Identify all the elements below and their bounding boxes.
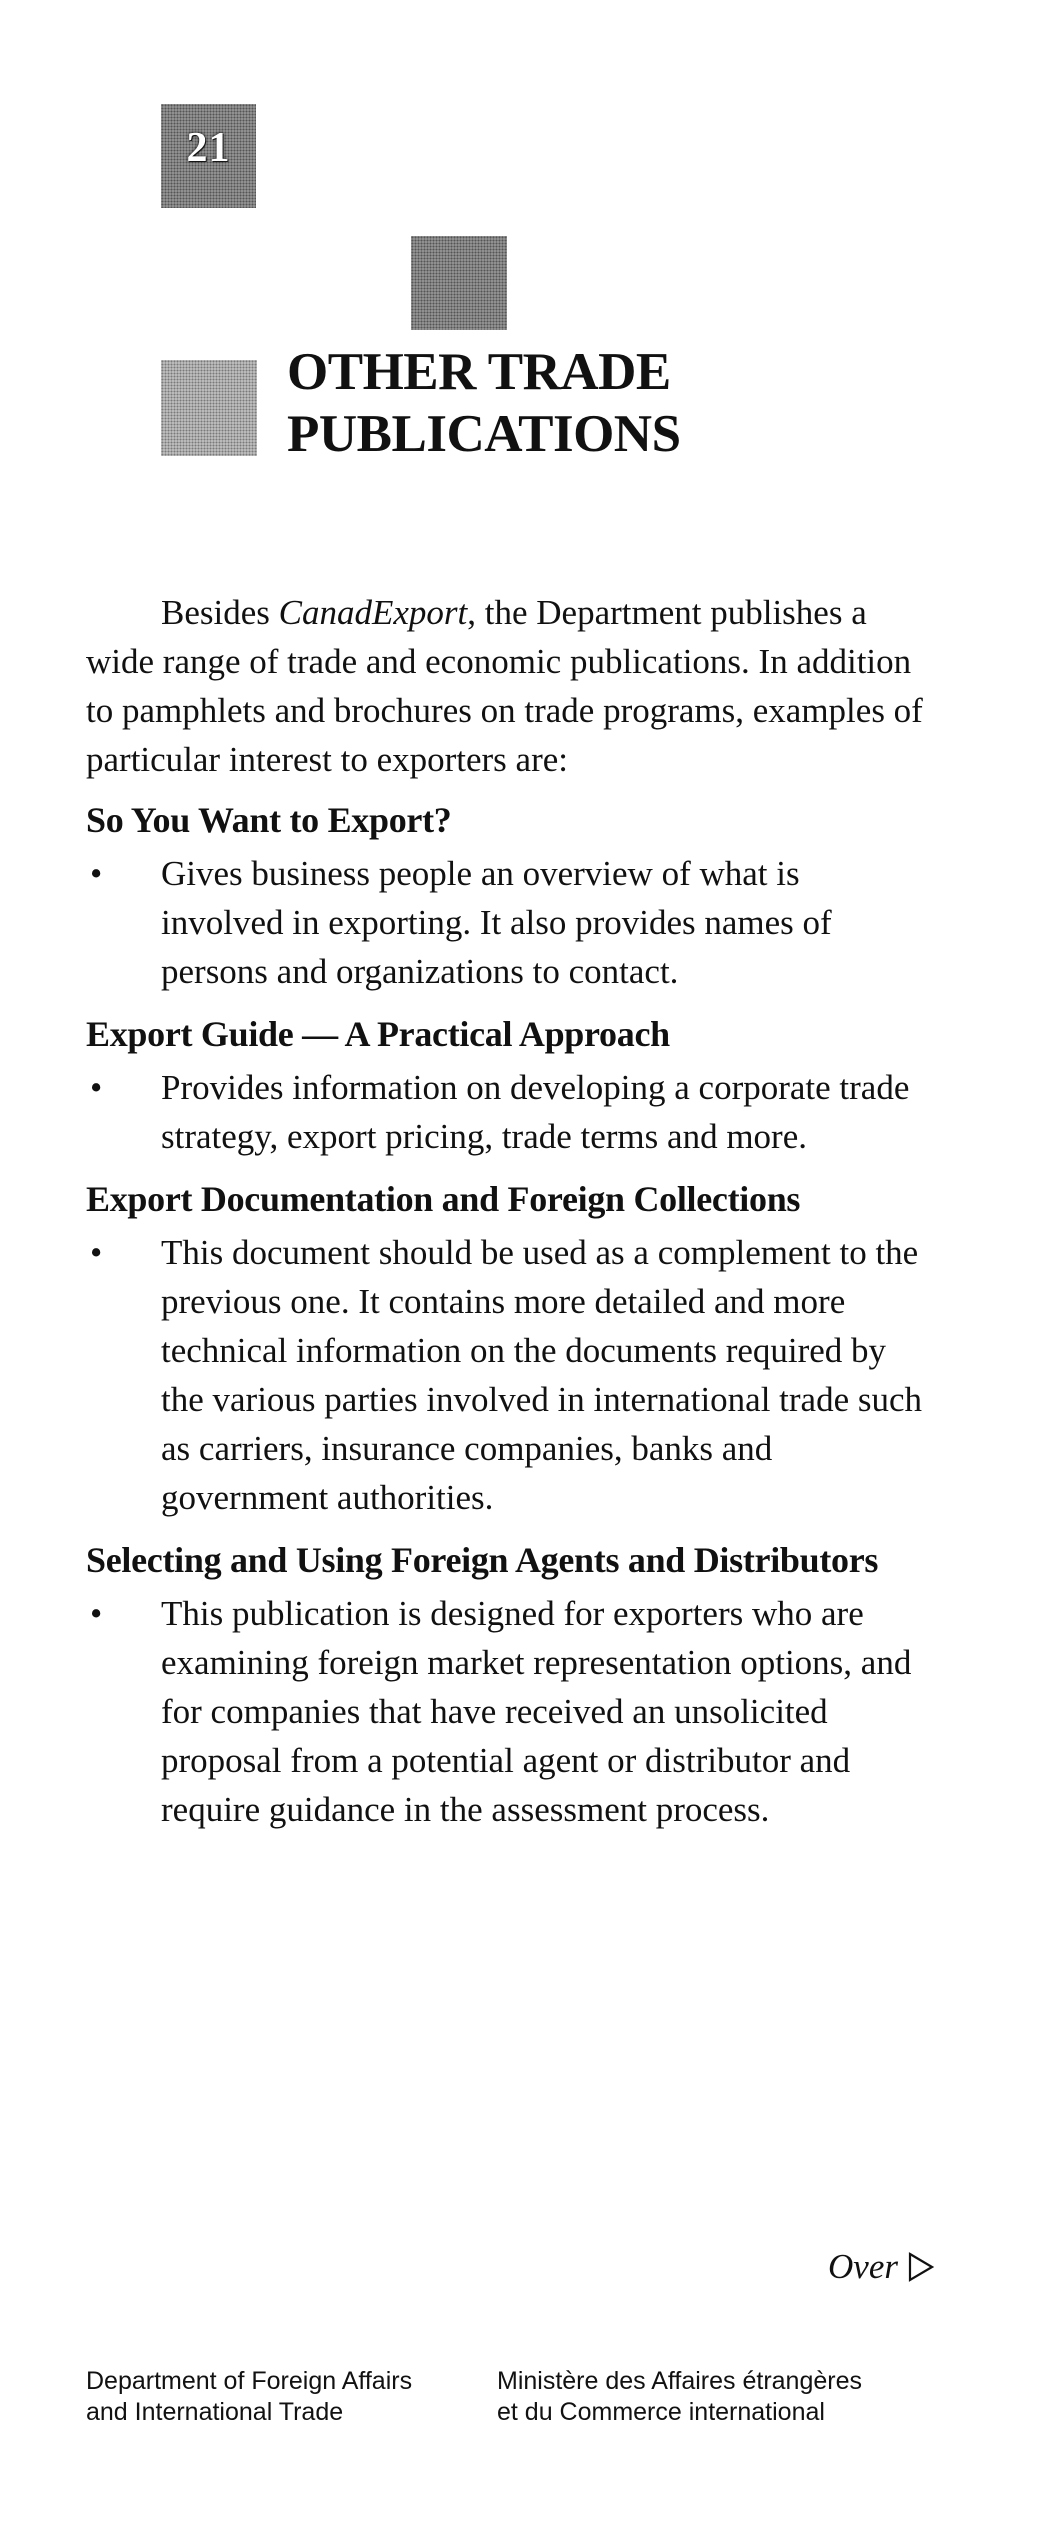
- description-text: This document should be used as a complement to the previous one. It contains more detailed and more technical information on the documents required by the various parties involved in international trade such as carriers, insurance companies, banks and government authorities.: [161, 1233, 923, 1517]
- footer-english-line-2: and International Trade: [86, 2398, 344, 2426]
- title-line-2: PUBLICATIONS: [287, 405, 681, 463]
- page-number: 21: [186, 125, 231, 171]
- publication-description: [86, 1589, 926, 1834]
- publication-description: [86, 1228, 926, 1522]
- over-label: Over: [828, 2247, 898, 2286]
- footer-french-line-2: et du Commerce international: [497, 2398, 825, 2426]
- publication-description: [86, 1063, 926, 1161]
- bullet-icon: •: [90, 1594, 103, 1633]
- bullet-icon: •: [90, 854, 103, 893]
- main-content: [86, 588, 926, 1847]
- footer-english: [86, 2366, 412, 2428]
- triangle-right-icon: [908, 2252, 934, 2282]
- page-number-badge: [161, 104, 256, 208]
- description-text: Gives business people an overview of what is involved in exporting. It also provides names of persons and organizations to contact.: [161, 854, 832, 991]
- bullet-icon: •: [90, 1233, 103, 1272]
- page-title: [287, 341, 681, 465]
- decorative-square-left: [161, 360, 257, 456]
- footer-french-line-1: Ministère des Affaires étrangères: [497, 2367, 863, 2395]
- publication-heading: Export Guide — A Practical Approach: [86, 1014, 670, 1054]
- publication-description: [86, 849, 926, 996]
- publication-heading: Export Documentation and Foreign Collections: [86, 1179, 801, 1219]
- canadexport-title: CanadExport: [278, 593, 468, 632]
- over-indicator: [828, 2247, 934, 2287]
- title-line-1: OTHER TRADE: [287, 343, 671, 401]
- footer-english-line-1: Department of Foreign Affairs: [86, 2367, 413, 2395]
- intro-after: , the Department publishes a wide range of trade and economic publications. In addition to pamphlets and brochures on trade programs, examples of particular interest to exporters are:: [86, 593, 923, 779]
- description-text: This publication is designed for exporters who are examining foreign market representation options, and for companies that have received an unsolicited proposal from a potential agent or distributor and require guidance in the assessment process.: [161, 1594, 912, 1829]
- description-text: Provides information on developing a corporate trade strategy, export pricing, trade terms and more.: [161, 1068, 910, 1156]
- bullet-icon: •: [90, 1068, 103, 1107]
- intro-paragraph: [86, 588, 926, 784]
- decorative-square-top: [411, 236, 507, 330]
- footer-french: [497, 2366, 862, 2428]
- publication-heading: So You Want to Export?: [86, 800, 452, 840]
- intro-before: Besides: [161, 593, 279, 632]
- publication-heading: Selecting and Using Foreign Agents and Distributors: [86, 1540, 879, 1580]
